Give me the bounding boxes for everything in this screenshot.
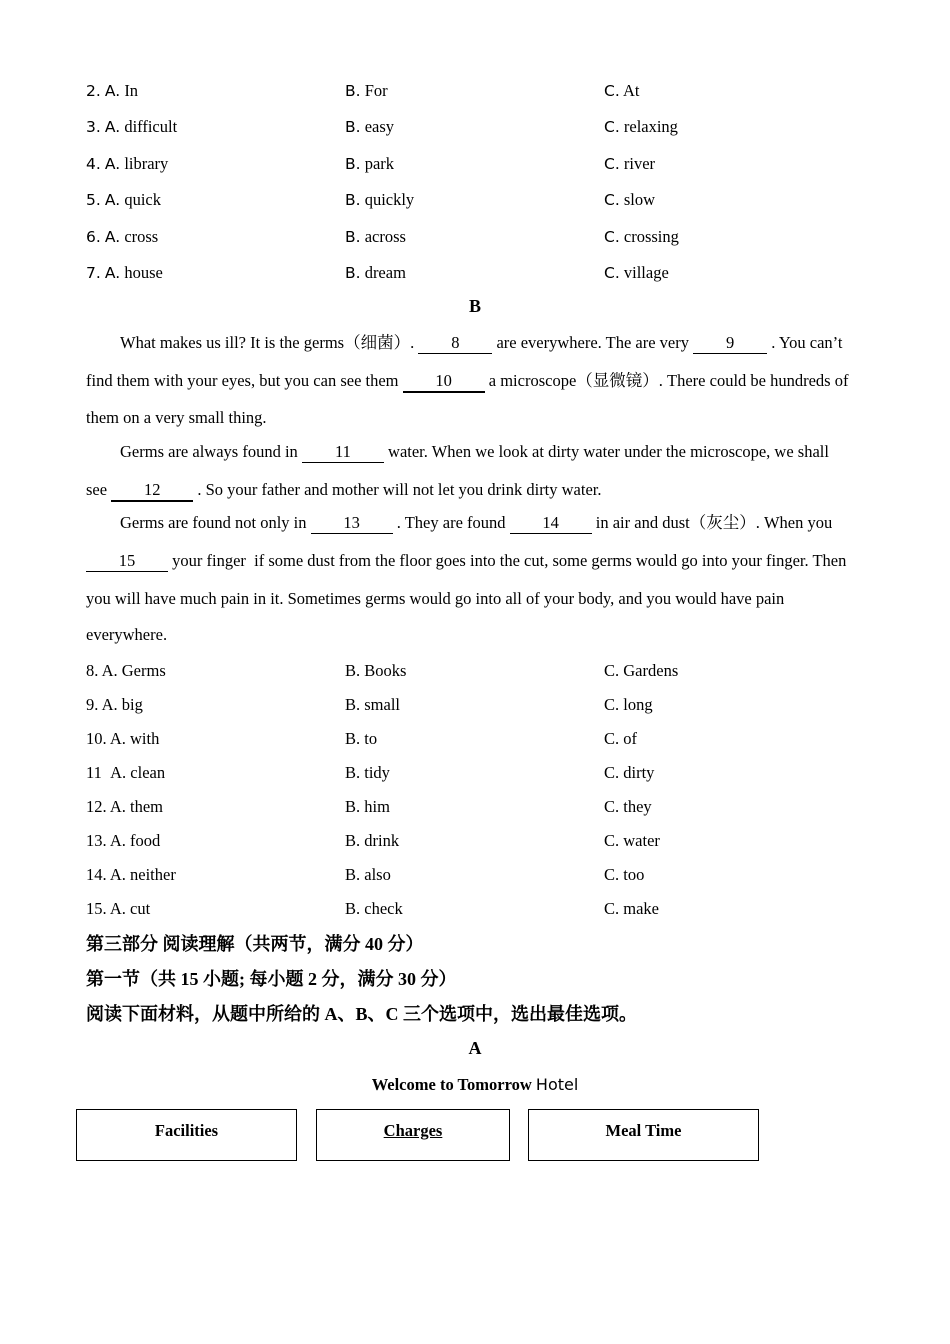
option-value: slow [623, 190, 656, 209]
part3-heading: 第三部分 阅读理解（共两节，满分 40 分） [86, 934, 424, 954]
text: Germs are found not only in [120, 513, 307, 532]
option-cell: C. long [604, 695, 653, 714]
blank-14: 14 [510, 513, 592, 534]
option-label: A. [104, 191, 121, 209]
option-cell [345, 79, 388, 103]
option-cell [604, 115, 678, 139]
option-value: difficult [124, 117, 178, 136]
option-row [86, 863, 886, 887]
blank-12: 12 [111, 480, 193, 502]
option-cell: B. small [345, 695, 401, 714]
option-row [86, 795, 886, 819]
option-value: house [124, 263, 163, 282]
text: Germs are always found in [120, 442, 298, 461]
option-cell: 8. A. Germs [86, 661, 166, 680]
blank-13: 13 [311, 513, 393, 534]
charges-label: Charges [383, 1121, 443, 1140]
option-label: B. [345, 118, 361, 136]
option-cell [345, 188, 414, 212]
option-value: At [622, 81, 640, 100]
option-cell [345, 115, 394, 139]
option-cell [604, 225, 679, 249]
option-label: A. [104, 82, 121, 100]
option-label: 2. [86, 82, 101, 100]
option-label: B. [345, 82, 361, 100]
blank-11: 11 [302, 442, 384, 463]
option-label: B. [345, 191, 361, 209]
option-value: In [124, 81, 139, 100]
text: . So your father and mother will not let you drink dirty water. [197, 480, 602, 499]
para1-line2 [86, 369, 866, 393]
blank-8: 8 [418, 333, 492, 354]
option-value: crossing [623, 227, 679, 246]
option-label: B. [345, 155, 361, 173]
option-label: A. [104, 118, 121, 136]
option-value: village [623, 263, 669, 282]
option-row [86, 225, 886, 249]
option-row [86, 727, 886, 751]
option-row [86, 152, 886, 176]
option-cell: 15. A. cut [86, 899, 151, 918]
text: find them with your eyes, but you can see them [86, 371, 399, 390]
option-cell: B. him [345, 797, 390, 816]
text: water. When we look at dirty water under the microscope, we shall [388, 442, 829, 461]
option-cell [86, 115, 177, 139]
option-cell [604, 152, 655, 176]
option-cell: C. Gardens [604, 661, 679, 680]
option-cell: 13. A. food [86, 831, 161, 850]
option-cell: C. dirty [604, 763, 655, 782]
option-cell [604, 261, 669, 285]
para1-line1 [120, 331, 900, 355]
blank-9: 9 [693, 333, 767, 354]
option-label: A. [104, 228, 121, 246]
text: a microscope（显微镜）. There could be hundreds of [488, 371, 849, 390]
text: What makes us ill? It is the germs（细菌）. [120, 333, 415, 352]
table-header-meal-time: Meal Time [528, 1109, 759, 1161]
option-value: cross [124, 227, 159, 246]
option-label: 3. [86, 118, 101, 136]
option-value: river [623, 154, 656, 173]
option-cell [345, 152, 394, 176]
option-cell [86, 225, 158, 249]
text: . They are found [396, 513, 506, 532]
option-value: park [364, 154, 395, 173]
hotel-title [0, 1075, 950, 1095]
option-cell [604, 79, 639, 103]
para1-line3: them on a very small thing. [86, 408, 267, 427]
option-cell [86, 79, 138, 103]
option-cell: C. too [604, 865, 645, 884]
text: in air and dust（灰尘）. When you [595, 513, 833, 532]
option-row [86, 897, 886, 921]
option-cell: 11 A. clean [86, 763, 166, 782]
section-b-title: B [468, 296, 481, 316]
option-label: C. [604, 118, 620, 136]
table-header-facilities: Facilities [76, 1109, 297, 1161]
option-value: quick [124, 190, 161, 209]
option-label: 7. [86, 264, 101, 282]
option-cell: C. water [604, 831, 660, 850]
option-label: C. [604, 228, 620, 246]
option-cell: B. tidy [345, 763, 390, 782]
option-label: 6. [86, 228, 101, 246]
option-row [86, 761, 886, 785]
para3-line3: you will have much pain in it. Sometimes germs would go into all of your body, and you would have pain [86, 589, 785, 608]
passage-a-title: A [468, 1038, 482, 1058]
text: are everywhere. The are very [496, 333, 689, 352]
option-row [86, 659, 886, 683]
option-label: C. [604, 191, 620, 209]
option-value: For [364, 81, 388, 100]
option-cell: 14. A. neither [86, 865, 176, 884]
option-cell: 10. A. with [86, 729, 160, 748]
hotel-title-bold: Welcome to Tomorrow [371, 1075, 532, 1094]
option-cell [345, 225, 406, 249]
option-row [86, 188, 886, 212]
blank-15: 15 [86, 551, 168, 572]
option-cell: C. make [604, 899, 659, 918]
option-value: quickly [364, 190, 415, 209]
para3-line4: everywhere. [86, 625, 168, 644]
text: see [86, 480, 108, 499]
option-row [86, 79, 886, 103]
option-cell: B. also [345, 865, 391, 884]
option-label: A. [104, 264, 121, 282]
table-header-charges [316, 1109, 510, 1161]
option-cell: B. drink [345, 831, 400, 850]
option-cell [86, 152, 168, 176]
option-label: 4. [86, 155, 101, 173]
option-label: 5. [86, 191, 101, 209]
option-row [86, 261, 886, 285]
option-row [86, 115, 886, 139]
option-cell: B. Books [345, 661, 407, 680]
option-label: C. [604, 264, 620, 282]
option-cell: 12. A. them [86, 797, 163, 816]
option-label: B. [345, 264, 361, 282]
option-label: C. [604, 82, 620, 100]
option-cell: B. check [345, 899, 403, 918]
option-label: A. [104, 155, 121, 173]
option-value: library [124, 154, 169, 173]
blank-10: 10 [403, 371, 485, 393]
para2-line1 [120, 440, 900, 464]
option-value: across [364, 227, 406, 246]
option-cell [345, 261, 406, 285]
hotel-title-rest: Hotel [535, 1075, 579, 1094]
option-cell [86, 261, 163, 285]
para3-line2 [86, 549, 866, 573]
option-value: relaxing [623, 117, 678, 136]
option-value: easy [364, 117, 395, 136]
para2-line2 [86, 478, 866, 502]
option-cell: 9. A. big [86, 695, 143, 714]
option-label: C. [604, 155, 620, 173]
option-row [86, 693, 886, 717]
part3-instruction: 阅读下面材料，从题中所给的 A、B、C 三个选项中，选出最佳选项。 [86, 1004, 638, 1024]
option-cell: C. they [604, 797, 652, 816]
option-row [86, 829, 886, 853]
text: . You can’t [771, 333, 843, 352]
text: your finger if some dust from the floor goes into the cut, some germs would go into your finger. Then [172, 551, 847, 570]
option-cell: B. to [345, 729, 378, 748]
para3-line1 [120, 511, 900, 535]
option-cell [86, 188, 161, 212]
option-cell: C. of [604, 729, 637, 748]
option-label: B. [345, 228, 361, 246]
part3-section-heading: 第一节（共 15 小题; 每小题 2 分，满分 30 分） [86, 969, 457, 989]
option-cell [604, 188, 655, 212]
option-value: dream [364, 263, 406, 282]
